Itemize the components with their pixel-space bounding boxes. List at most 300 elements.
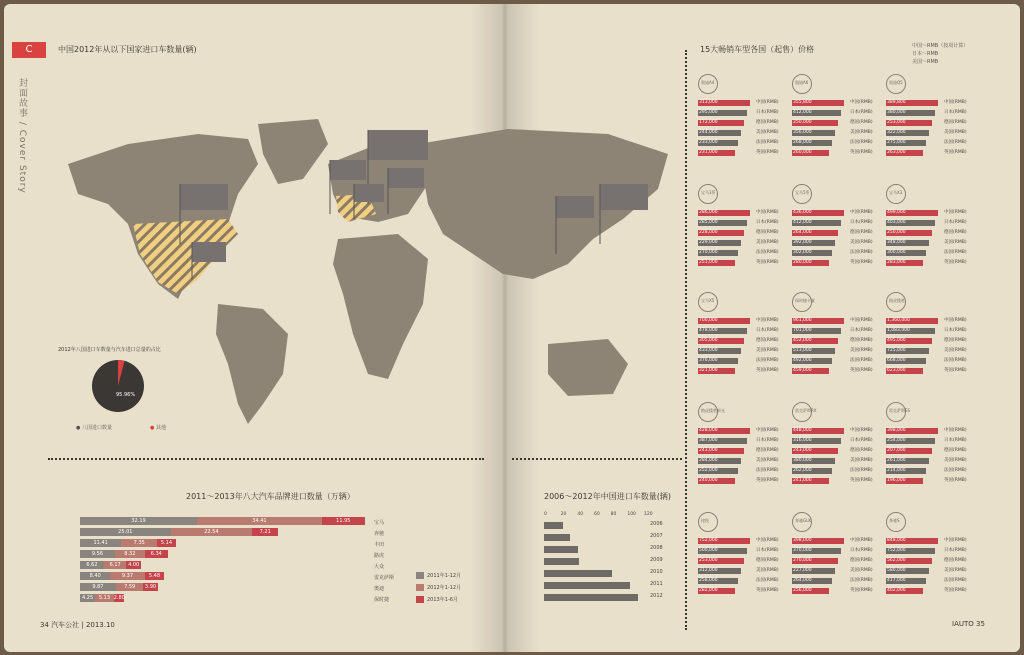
price-country: 美国(RMB) <box>850 130 873 135</box>
model-badge <box>698 292 718 312</box>
price-value: 668,000 <box>887 358 906 363</box>
price-value: 250,000 <box>887 230 906 235</box>
price-country: 美国(RMB) <box>850 458 873 463</box>
price-country: 英国(RMB) <box>756 588 779 593</box>
brand-bar-segment <box>116 583 144 591</box>
price-value: 701,000 <box>793 328 812 333</box>
brand-bar-segment <box>104 561 126 569</box>
price-value: 243,000 <box>699 448 718 453</box>
brand-bar-row <box>80 538 370 549</box>
brand-bar-value: 8.40 <box>89 573 101 579</box>
model-badge <box>792 184 812 204</box>
price-country: 日本(RMB) <box>850 328 873 333</box>
import-bar-row <box>544 520 663 532</box>
price-country: 日本(RMB) <box>756 220 779 225</box>
price-value: 229,000 <box>699 240 718 245</box>
model-badge <box>886 512 906 532</box>
brand-bar-row <box>80 571 370 582</box>
price-country: 美国(RMB) <box>850 348 873 353</box>
price-value: 275,000 <box>887 140 906 145</box>
brand-bar-value: 11.41 <box>93 540 108 546</box>
brand-bar-value: 5.13 <box>98 595 111 601</box>
price-value: 752,000 <box>887 548 906 553</box>
model-name: 雷克萨斯RX <box>795 408 817 413</box>
price-value: 254,000 <box>887 438 906 443</box>
price-country: 德国(RMB) <box>756 338 779 343</box>
price-country: 德国(RMB) <box>944 338 967 343</box>
price-country: 德国(RMB) <box>850 230 873 235</box>
price-value: 243,000 <box>793 448 812 453</box>
price-value: 380,000 <box>887 110 906 115</box>
price-country: 法国(RMB) <box>944 250 967 255</box>
price-value: 412,000 <box>793 220 812 225</box>
price-country: 法国(RMB) <box>944 140 967 145</box>
import-bar-row <box>544 580 663 592</box>
brand-bar-segment <box>80 539 121 547</box>
brand-bar-row <box>80 549 370 560</box>
brands-stacked-bar-chart <box>80 516 370 604</box>
brand-bar-value: 3.90 <box>144 584 157 590</box>
model-name: 宝马X3 <box>889 190 903 195</box>
model-name: 奔驰GLK <box>795 518 811 523</box>
price-value: 1,360,000 <box>887 318 910 323</box>
brand-bar-value: 4.00 <box>128 562 140 568</box>
brand-bar-value: 8.32 <box>124 551 136 557</box>
model-badge <box>698 402 725 422</box>
brand-bar-segment <box>114 594 124 602</box>
import-bar <box>544 570 612 577</box>
model-name: 宝马5系 <box>795 190 810 195</box>
model-badge <box>886 292 906 312</box>
price-value: 322,000 <box>887 130 906 135</box>
brand-legend-entry <box>416 570 461 582</box>
pie-legend-other-label: 其他 <box>155 425 166 431</box>
price-value: 376,000 <box>699 358 718 363</box>
price-value: 499,000 <box>887 210 906 215</box>
price-value: 452,000 <box>793 338 812 343</box>
model-badge <box>886 74 906 94</box>
price-value: 250,000 <box>793 120 812 125</box>
price-country: 英国(RMB) <box>944 368 967 373</box>
price-value: 752,000 <box>699 538 718 543</box>
price-country: 法国(RMB) <box>756 358 779 363</box>
price-country: 美国(RMB) <box>756 568 779 573</box>
model-badge <box>886 184 906 204</box>
brand-bar-segment <box>80 550 115 558</box>
price-value: 848,000 <box>887 538 906 543</box>
import-bar <box>544 594 638 601</box>
price-country: 日本(RMB) <box>756 110 779 115</box>
price-country: 美国(RMB) <box>756 348 779 353</box>
import-bar-row <box>544 532 663 544</box>
left-separator <box>48 458 484 460</box>
imports-chart-title: 2006～2012年中国进口车数量(辆) <box>544 492 671 501</box>
price-country: 法国(RMB) <box>850 468 873 473</box>
price-country: 日本(RMB) <box>850 110 873 115</box>
brand-bar-segment <box>171 528 253 536</box>
price-value: 500,000 <box>699 548 718 553</box>
price-value: 428,000 <box>699 428 718 433</box>
price-country: 美国(RMB) <box>850 568 873 573</box>
brand-bar-segment <box>126 561 141 569</box>
price-country: 法国(RMB) <box>756 250 779 255</box>
price-value: 286,000 <box>699 210 718 215</box>
price-value: 412,000 <box>793 110 812 115</box>
x-tick-label: 20 <box>560 512 567 517</box>
brand-bar-value: 7.35 <box>133 540 145 546</box>
price-country: 日本(RMB) <box>944 548 967 553</box>
price-country: 中国(RMB) <box>756 318 779 323</box>
import-year-label: 2011 <box>650 581 663 587</box>
model-name: 奥迪A4 <box>701 80 715 85</box>
brand-bar-value: 6.62 <box>86 562 98 568</box>
price-country: 英国(RMB) <box>850 368 873 373</box>
brand-legend-entry <box>416 594 461 606</box>
price-country: 英国(RMB) <box>756 368 779 373</box>
brand-bar-segment <box>157 539 175 547</box>
price-country: 美国(RMB) <box>756 240 779 245</box>
legend-swatch <box>416 572 424 579</box>
price-country: 美国(RMB) <box>850 240 873 245</box>
price-value: 295,000 <box>699 110 718 115</box>
price-country: 德国(RMB) <box>756 230 779 235</box>
import-bar-row <box>544 568 663 580</box>
price-country: 法国(RMB) <box>850 358 873 363</box>
price-country: 德国(RMB) <box>944 448 967 453</box>
x-tick-label: 0 <box>544 512 547 517</box>
price-value: 380,000 <box>793 458 812 463</box>
legend-label: 2012年1-12月 <box>427 585 462 591</box>
price-value: 261,000 <box>887 458 906 463</box>
price-legend-1: 中国～RMB（按周计算） <box>912 43 969 49</box>
brands-legend <box>416 570 461 606</box>
price-value: 280,000 <box>793 260 812 265</box>
model-badge <box>792 292 815 312</box>
price-value: 492,000 <box>793 358 812 363</box>
price-country: 中国(RMB) <box>944 100 967 105</box>
price-value: 355,800 <box>793 100 812 105</box>
price-country: 英国(RMB) <box>756 260 779 265</box>
price-value: 196,000 <box>887 478 906 483</box>
price-legend-3: 美国～RMB <box>912 59 939 65</box>
price-value: 268,000 <box>793 140 812 145</box>
section-label: 封面故事 / Cover Story <box>17 78 27 194</box>
share-pie-chart <box>90 358 146 414</box>
brand-bar-row <box>80 560 370 571</box>
australia <box>548 339 628 396</box>
price-country: 法国(RMB) <box>944 578 967 583</box>
legend-swatch <box>416 596 424 603</box>
model-name: 路虎揽胜 <box>889 298 905 303</box>
import-bar <box>544 582 630 589</box>
price-country: 德国(RMB) <box>756 558 779 563</box>
price-value: 284,000 <box>699 458 718 463</box>
model-name: 途锐 <box>701 518 709 523</box>
brand-bar-segment <box>115 550 145 558</box>
price-value: 700,000 <box>699 318 718 323</box>
brand-bar-row <box>80 593 370 604</box>
brand-legend-entry <box>416 582 461 594</box>
model-name: 奥迪Q5 <box>889 80 903 85</box>
price-value: 316,000 <box>793 438 812 443</box>
price-value: 402,000 <box>887 588 906 593</box>
price-country: 德国(RMB) <box>850 448 873 453</box>
price-value: 270,000 <box>793 558 812 563</box>
price-value: 321,000 <box>699 368 718 373</box>
price-country: 日本(RMB) <box>756 548 779 553</box>
price-country: 中国(RMB) <box>944 538 967 543</box>
import-bar <box>544 546 578 553</box>
price-value: 356,000 <box>793 130 812 135</box>
price-value: 433,000 <box>699 348 718 353</box>
model-badge <box>886 402 911 422</box>
model-badge <box>792 74 812 94</box>
legend-swatch <box>416 584 424 591</box>
brand-bar-value: 22.54 <box>204 529 219 535</box>
price-country: 英国(RMB) <box>944 150 967 155</box>
price-country: 中国(RMB) <box>850 318 873 323</box>
price-value: 172,000 <box>699 120 718 125</box>
price-value: 264,000 <box>793 578 812 583</box>
brand-bar-value: 9.56 <box>91 551 103 557</box>
brand-bar-value: 2.80 <box>113 595 125 601</box>
brand-bar-row <box>80 516 370 527</box>
folio-left: 34 汽车公社 | 2013.10 <box>40 621 115 629</box>
model-badge <box>698 74 718 94</box>
vertical-separator <box>685 50 687 630</box>
brand-bar-segment <box>143 583 157 591</box>
price-country: 法国(RMB) <box>944 358 967 363</box>
price-country: 德国(RMB) <box>944 120 967 125</box>
price-country: 中国(RMB) <box>850 428 873 433</box>
brand-bar-value: 7.59 <box>124 584 136 590</box>
brand-bar-value: 11.95 <box>336 518 351 524</box>
pie-title: 2012年八国进口车数量与汽车进口总量的占比 <box>58 347 161 353</box>
brand-bar-value: 9.37 <box>121 573 134 579</box>
import-bar <box>544 558 579 565</box>
right-separator <box>512 458 682 460</box>
price-value: 258,000 <box>699 578 718 583</box>
brand-category-label: 保时捷 <box>374 597 390 603</box>
x-tick-label: 120 <box>644 512 653 517</box>
price-value: 370,000 <box>793 548 812 553</box>
price-value: 961,000 <box>793 318 812 323</box>
brand-category-label: 宝马 <box>374 520 385 526</box>
price-value: 623,000 <box>887 368 906 373</box>
price-country: 英国(RMB) <box>850 150 873 155</box>
brand-bar-segment <box>80 528 171 536</box>
import-year-label: 2008 <box>650 545 663 551</box>
import-bar-row <box>544 592 663 604</box>
imports-x-ticks <box>544 512 654 520</box>
x-tick-label: 60 <box>594 512 600 517</box>
price-value: 313,000 <box>699 100 718 105</box>
model-name: 保时捷卡宴 <box>795 298 815 303</box>
price-value: 264,000 <box>793 230 812 235</box>
price-country: 法国(RMB) <box>756 140 779 145</box>
price-country: 英国(RMB) <box>944 588 967 593</box>
price-country: 中国(RMB) <box>850 100 873 105</box>
brand-bar-segment <box>197 517 322 525</box>
brand-category-label: 奔驰 <box>374 531 385 537</box>
brand-bar-segment <box>110 572 144 580</box>
folio-right: IAUTO 35 <box>952 620 985 628</box>
price-value: 253,000 <box>699 558 718 563</box>
price-country: 法国(RMB) <box>850 140 873 145</box>
model-name: 奥迪A6 <box>795 80 809 85</box>
price-value: 270,000 <box>699 250 718 255</box>
price-country: 英国(RMB) <box>850 260 873 265</box>
price-country: 法国(RMB) <box>944 468 967 473</box>
brand-category-label: 雷克萨斯 <box>374 575 395 581</box>
imports-bar-chart <box>544 520 663 604</box>
map-title: 中国2012年从以下国家进口车数量(辆) <box>58 45 197 54</box>
model-name: 奔驰S <box>889 518 900 523</box>
price-value: 398,000 <box>887 428 906 433</box>
x-tick-label: 100 <box>627 512 636 517</box>
brand-bar-value: 25.01 <box>118 529 133 535</box>
price-country: 美国(RMB) <box>944 240 967 245</box>
price-country: 美国(RMB) <box>944 348 967 353</box>
price-country: 中国(RMB) <box>944 318 967 323</box>
price-value: 253,000 <box>887 120 906 125</box>
brand-bar-segment <box>145 550 168 558</box>
pie-legend-main: ● 八国进口数量 <box>76 425 112 431</box>
price-country: 德国(RMB) <box>944 558 967 563</box>
price-value: 398,000 <box>793 538 812 543</box>
legend-label: 2011年1-12月 <box>427 573 462 579</box>
price-country: 德国(RMB) <box>850 120 873 125</box>
price-country: 法国(RMB) <box>756 578 779 583</box>
price-value: 478,000 <box>699 328 718 333</box>
price-value: 283,000 <box>887 260 906 265</box>
price-value: 244,000 <box>699 130 718 135</box>
brands-chart-title: 2011～2013年八大汽车品牌进口数量（万辆） <box>186 492 355 501</box>
pie-center-label: 95.96% <box>116 392 136 398</box>
import-year-label: 2006 <box>650 521 663 527</box>
price-value: 495,000 <box>887 338 906 343</box>
price-country: 中国(RMB) <box>756 428 779 433</box>
x-tick-label: 80 <box>610 512 617 517</box>
brand-bar-value: 7.21 <box>259 529 271 535</box>
price-country: 美国(RMB) <box>944 458 967 463</box>
price-value: 251,000 <box>699 260 718 265</box>
brand-bar-segment <box>322 517 365 525</box>
price-value: 725,000 <box>887 348 906 353</box>
price-country: 中国(RMB) <box>756 210 779 215</box>
price-country: 美国(RMB) <box>944 568 967 573</box>
price-country: 法国(RMB) <box>756 468 779 473</box>
price-country: 英国(RMB) <box>850 588 873 593</box>
south-america <box>216 304 288 424</box>
price-country: 日本(RMB) <box>756 328 779 333</box>
price-value: 256,000 <box>793 588 812 593</box>
price-country: 日本(RMB) <box>944 220 967 225</box>
price-value: 562,000 <box>887 558 906 563</box>
price-value: 387,000 <box>699 438 718 443</box>
price-country: 英国(RMB) <box>944 260 967 265</box>
import-bar-row <box>544 544 663 556</box>
price-country: 英国(RMB) <box>944 478 967 483</box>
price-value: 262,000 <box>793 468 812 473</box>
model-badge <box>698 512 718 532</box>
brand-category-label: 奥迪 <box>374 586 385 592</box>
brand-category-label: 大众 <box>374 564 385 570</box>
price-value: 300,000 <box>887 250 906 255</box>
price-value: 227,000 <box>793 568 812 573</box>
price-value: 252,000 <box>699 468 718 473</box>
price-value: 282,000 <box>699 588 718 593</box>
price-country: 德国(RMB) <box>944 230 967 235</box>
brand-bar-segment <box>95 594 113 602</box>
price-value: 305,000 <box>699 338 718 343</box>
pie-legend-main-label: 八国进口数量 <box>81 425 112 431</box>
brand-bar-value: 4.25 <box>82 595 94 601</box>
price-country: 德国(RMB) <box>850 338 873 343</box>
price-country: 中国(RMB) <box>944 428 967 433</box>
price-country: 德国(RMB) <box>756 448 779 453</box>
import-bar <box>544 522 563 529</box>
price-value: 348,000 <box>887 240 906 245</box>
brand-bar-segment <box>80 517 197 525</box>
model-name: 宝马X5 <box>701 298 715 303</box>
price-country: 美国(RMB) <box>756 130 779 135</box>
brand-bar-value: 9.87 <box>92 584 104 590</box>
price-country: 中国(RMB) <box>944 210 967 215</box>
brand-bar-row <box>80 527 370 538</box>
price-country: 中国(RMB) <box>756 538 779 543</box>
price-value: 389,800 <box>887 100 906 105</box>
model-badge <box>792 512 812 532</box>
x-tick-label: 40 <box>577 512 584 517</box>
price-country: 英国(RMB) <box>756 150 779 155</box>
brand-bar-value: 6.17 <box>109 562 121 568</box>
model-badge <box>792 402 817 422</box>
price-value: 260,000 <box>793 150 812 155</box>
brand-bar-segment <box>80 583 116 591</box>
price-country: 日本(RMB) <box>944 110 967 115</box>
import-year-label: 2010 <box>650 569 663 575</box>
price-legend-2: 日本～RMB <box>912 51 939 57</box>
import-bar-row <box>544 556 663 568</box>
import-year-label: 2012 <box>650 593 663 599</box>
brand-bar-segment <box>80 594 95 602</box>
price-value: 240,000 <box>699 478 718 483</box>
brand-bar-segment <box>145 572 165 580</box>
price-country: 美国(RMB) <box>756 458 779 463</box>
price-country: 日本(RMB) <box>850 548 873 553</box>
africa <box>333 234 428 379</box>
model-name: 路虎揽胜极光 <box>701 408 725 413</box>
price-value: 580,000 <box>887 568 906 573</box>
price-value: 241,000 <box>793 478 812 483</box>
brand-bar-value: 6.34 <box>150 551 162 557</box>
price-country: 中国(RMB) <box>850 210 873 215</box>
price-value: 513,000 <box>793 348 812 353</box>
price-country: 日本(RMB) <box>756 438 779 443</box>
price-value: 312,000 <box>699 568 718 573</box>
brand-bar-segment <box>80 561 104 569</box>
price-country: 日本(RMB) <box>850 438 873 443</box>
brand-bar-segment <box>80 572 110 580</box>
price-value: 436,000 <box>793 210 812 215</box>
price-country: 中国(RMB) <box>850 538 873 543</box>
price-value: 403,000 <box>887 220 906 225</box>
brand-bar-segment <box>121 539 157 547</box>
model-name: 雷克萨斯ES <box>889 408 911 413</box>
price-title: 15大畅销车型各国（起售）价格 <box>700 45 815 54</box>
brand-bar-value: 32.19 <box>131 518 146 524</box>
